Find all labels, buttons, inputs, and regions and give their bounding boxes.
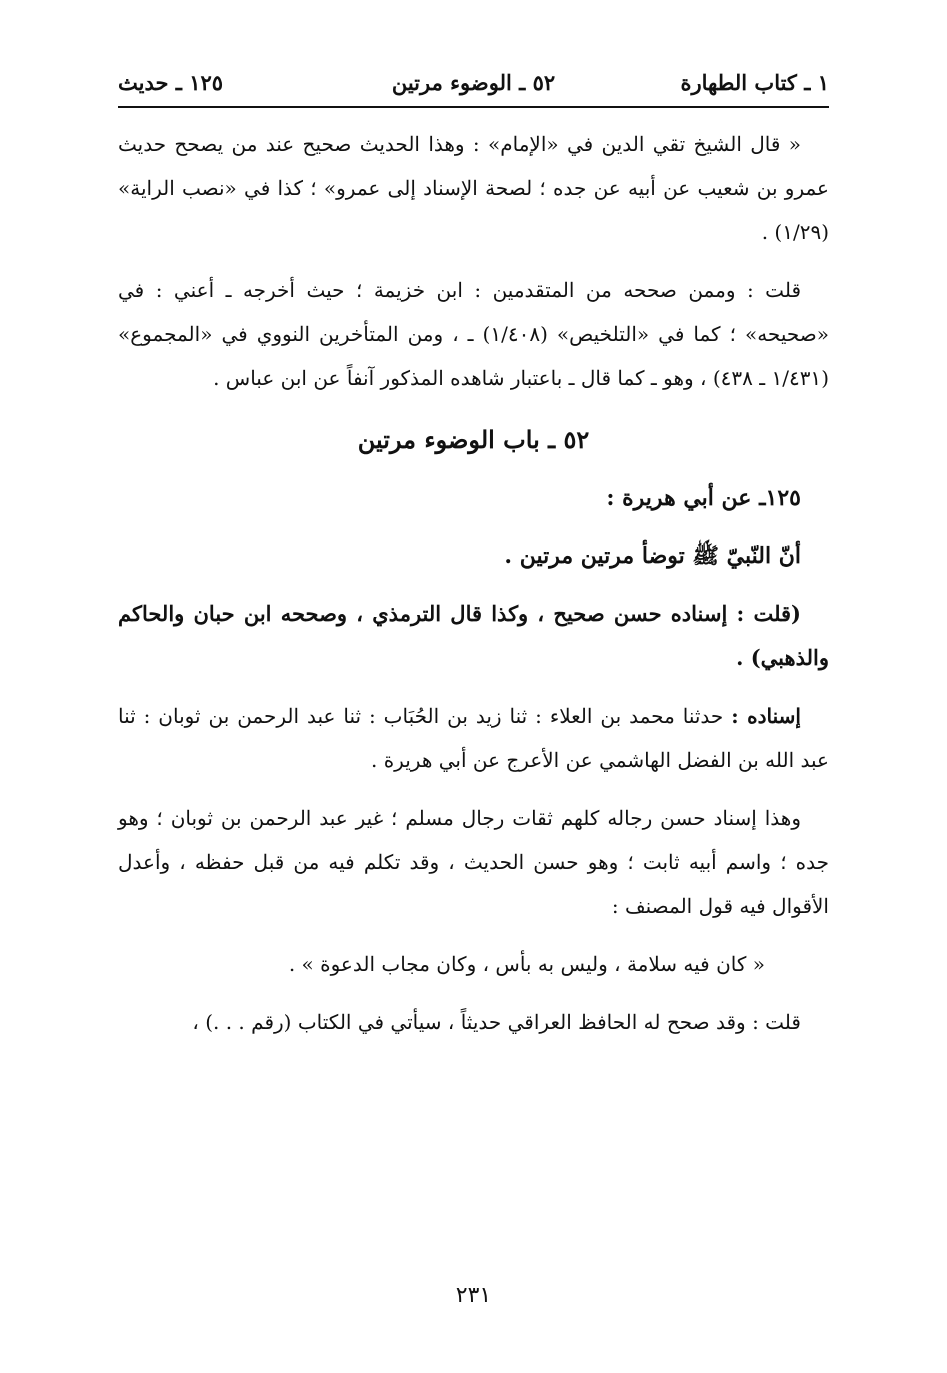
- header-book-title: ١ ـ كتاب الطهارة: [680, 70, 829, 95]
- header-hadith-number: ١٢٥ ـ حديث: [118, 70, 224, 95]
- commentary-paragraph: وهذا إسناد حسن رجاله كلهم ثقات رجال مسلم ؛ غير عبد الرحمن بن ثوبان ؛ وهو جده ؛ واسم أبيه ثابت ؛ وهو حسن الحديث ، وقد تكلم فيه من قبل حفظه ، وأعدل الأقوال فيه قول المصنف :: [118, 806, 829, 918]
- paragraph-quote-imam: « قال الشيخ تقي الدين في «الإمام» : وهذا الحديث صحيح عند من يصحح حديث عمرو بن شعيب عن أبيه عن جده ؛ لصحة الإسناد إلى عمرو» ؛ كذا في «نصب الراية» (١/٢٩) .: [118, 132, 829, 244]
- header-chapter-title: ٥٢ ـ الوضوء مرتين: [391, 70, 556, 95]
- commentary-closing: قلت : وقد صحح له الحافظ العراقي حديثاً ، سيأتي في الكتاب (رقم . . .) ،: [192, 1010, 801, 1034]
- isnad-label: إسناده :: [731, 704, 801, 728]
- page-number: ٢٣١: [455, 1283, 492, 1308]
- hadith-text: أنّ النّبيّ ﷺ توضأ مرتين مرتين .: [504, 543, 801, 569]
- page-body: [118, 122, 829, 1058]
- hadith-number-line: ١٢٥ـ عن أبي هريرة :: [606, 485, 801, 511]
- running-header: [118, 66, 829, 108]
- paragraph-authentication: قلت : وممن صححه من المتقدمين : ابن خزيمة ؛ حيث أخرجه ـ أعني : في «صحيحه» ؛ كما في «التلخيص» (١/٤٠٨) ـ ، ومن المتأخرين النووي في «المجموع» (١/٤٣١ ـ ٤٣٨) ، وهو ـ كما قال ـ باعتبار شاهده المذكور آنفاً عن ابن عباس .: [118, 278, 829, 390]
- author-quote: « كان فيه سلامة ، وليس به بأس ، وكان مجاب الدعوة » .: [288, 952, 765, 976]
- verdict-paragraph: (قلت : إسناده حسن صحيح ، وكذا قال الترمذي ، وصححه ابن حبان والحاكم والذهبي) .: [118, 601, 829, 670]
- chapter-title: ٥٢ ـ باب الوضوء مرتين: [357, 425, 590, 454]
- isnad-text: حدثنا محمد بن العلاء : ثنا زيد بن الحُبَاب : ثنا عبد الرحمن بن ثوبان : ثنا عبد الله بن الفضل الهاشمي عن الأعرج عن أبي هريرة .: [118, 704, 829, 772]
- isnad-paragraph: [118, 694, 829, 782]
